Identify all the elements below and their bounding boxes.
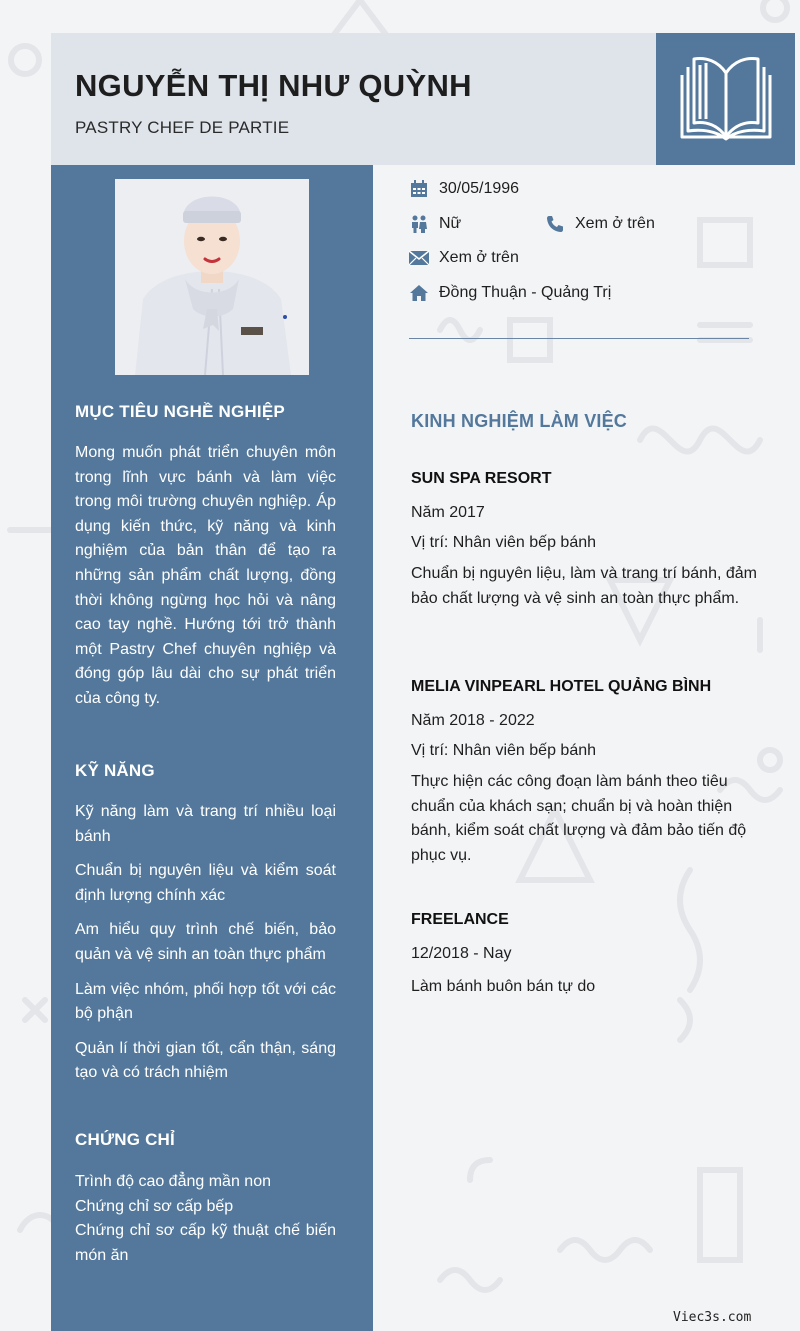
candidate-name: NGUYỄN THỊ NHƯ QUỲNH (75, 68, 472, 103)
job-entry (411, 911, 761, 1000)
job-position: Vị trí: Nhân viên bếp bánh (411, 742, 597, 759)
site-watermark: Viec3s.com (673, 1310, 752, 1325)
skill-item: Làm việc nhóm, phối hợp tốt với các bộ phận (75, 980, 336, 1023)
phone-icon (545, 215, 565, 233)
experience-title: KINH NGHIỆM LÀM VIỆC (411, 411, 628, 431)
open-book-icon (678, 53, 774, 145)
email-value: Xem ở trên (439, 249, 519, 266)
certificates-list (75, 1170, 336, 1268)
section-divider (409, 338, 749, 339)
gender-value: Nữ (439, 215, 462, 232)
job-company: MELIA VINPEARL HOTEL QUẢNG BÌNH (411, 678, 712, 695)
job-description: Chuẩn bị nguyên liệu, làm và trang trí bánh, đảm bảo chất lượng và vệ sinh an toàn thực phẩm. (411, 565, 757, 607)
profile-photo (115, 179, 309, 375)
chef-portrait (115, 179, 309, 375)
job-period: Năm 2018 - 2022 (411, 712, 535, 729)
objective-title: MỤC TIÊU NGHỀ NGHIỆP (75, 402, 285, 421)
skills-title: KỸ NĂNG (75, 761, 155, 780)
skill-item: Quản lí thời gian tốt, cẩn thận, sáng tạo và có trách nhiệm (75, 1039, 336, 1082)
skill-item: Am hiểu quy trình chế biến, bảo quản và vệ sinh an toàn thực phẩm (75, 921, 336, 963)
certificate-item: Chứng chỉ sơ cấp bếp (75, 1197, 234, 1215)
job-position: Vị trí: Nhân viên bếp bánh (411, 534, 597, 551)
objective-text: Mong muốn phát triển chuyên môn trong lĩnh vực bánh và làm việc trong môi trường chuyên nghiệp. Áp dụng kiến thức, kỹ năng và kinh nghiệm của bản thân để tạo ra những sản phẩm chất lượng, đồng thời không ngừng học hỏi và nâng cao tay nghề. Hướng tới trở thành một Pastry Chef chuyên nghiệp và đóng góp lâu dài cho sự phát triển của công ty. (75, 444, 336, 707)
address-row (409, 284, 611, 302)
certificate-item: Trình độ cao đẳng mần non (75, 1173, 271, 1190)
home-icon (409, 284, 429, 302)
job-entry (411, 678, 761, 868)
phone-row (545, 215, 655, 233)
job-description: Thực hiện các công đoạn làm bánh theo tiêu chuẩn của khách sạn; chuẩn bị và hoàn thiện bánh, kiểm soát chất lượng và đảm bảo tiến độ phục vụ. (411, 773, 747, 864)
job-company: SUN SPA RESORT (411, 470, 552, 487)
skill-item: Kỹ năng làm và trang trí nhiều loại bánh (75, 803, 336, 845)
candidate-job-title: PASTRY CHEF DE PARTIE (75, 118, 290, 137)
calendar-icon (409, 180, 429, 198)
people-icon (409, 215, 429, 233)
header-icon-box (656, 33, 795, 165)
skills-list (75, 800, 336, 1096)
job-period: Năm 2017 (411, 504, 485, 521)
address-value: Đồng Thuận - Quảng Trị (439, 284, 612, 301)
skill-item: Chuẩn bị nguyên liệu và kiểm soát định lượng chính xác (75, 862, 336, 904)
birthday-row (409, 180, 519, 198)
job-period: 12/2018 - Nay (411, 945, 512, 962)
gender-row (409, 215, 461, 233)
job-company: FREELANCE (411, 911, 509, 928)
envelope-icon (409, 249, 429, 267)
phone-value: Xem ở trên (575, 215, 655, 232)
job-entry (411, 470, 761, 611)
certificate-item: Chứng chỉ sơ cấp kỹ thuật chế biến món ăn (75, 1222, 336, 1264)
job-description: Làm bánh buôn bán tự do (411, 978, 596, 995)
email-row (409, 249, 519, 267)
certificates-title: CHỨNG CHỈ (75, 1130, 175, 1149)
birthday-value: 30/05/1996 (439, 180, 520, 197)
